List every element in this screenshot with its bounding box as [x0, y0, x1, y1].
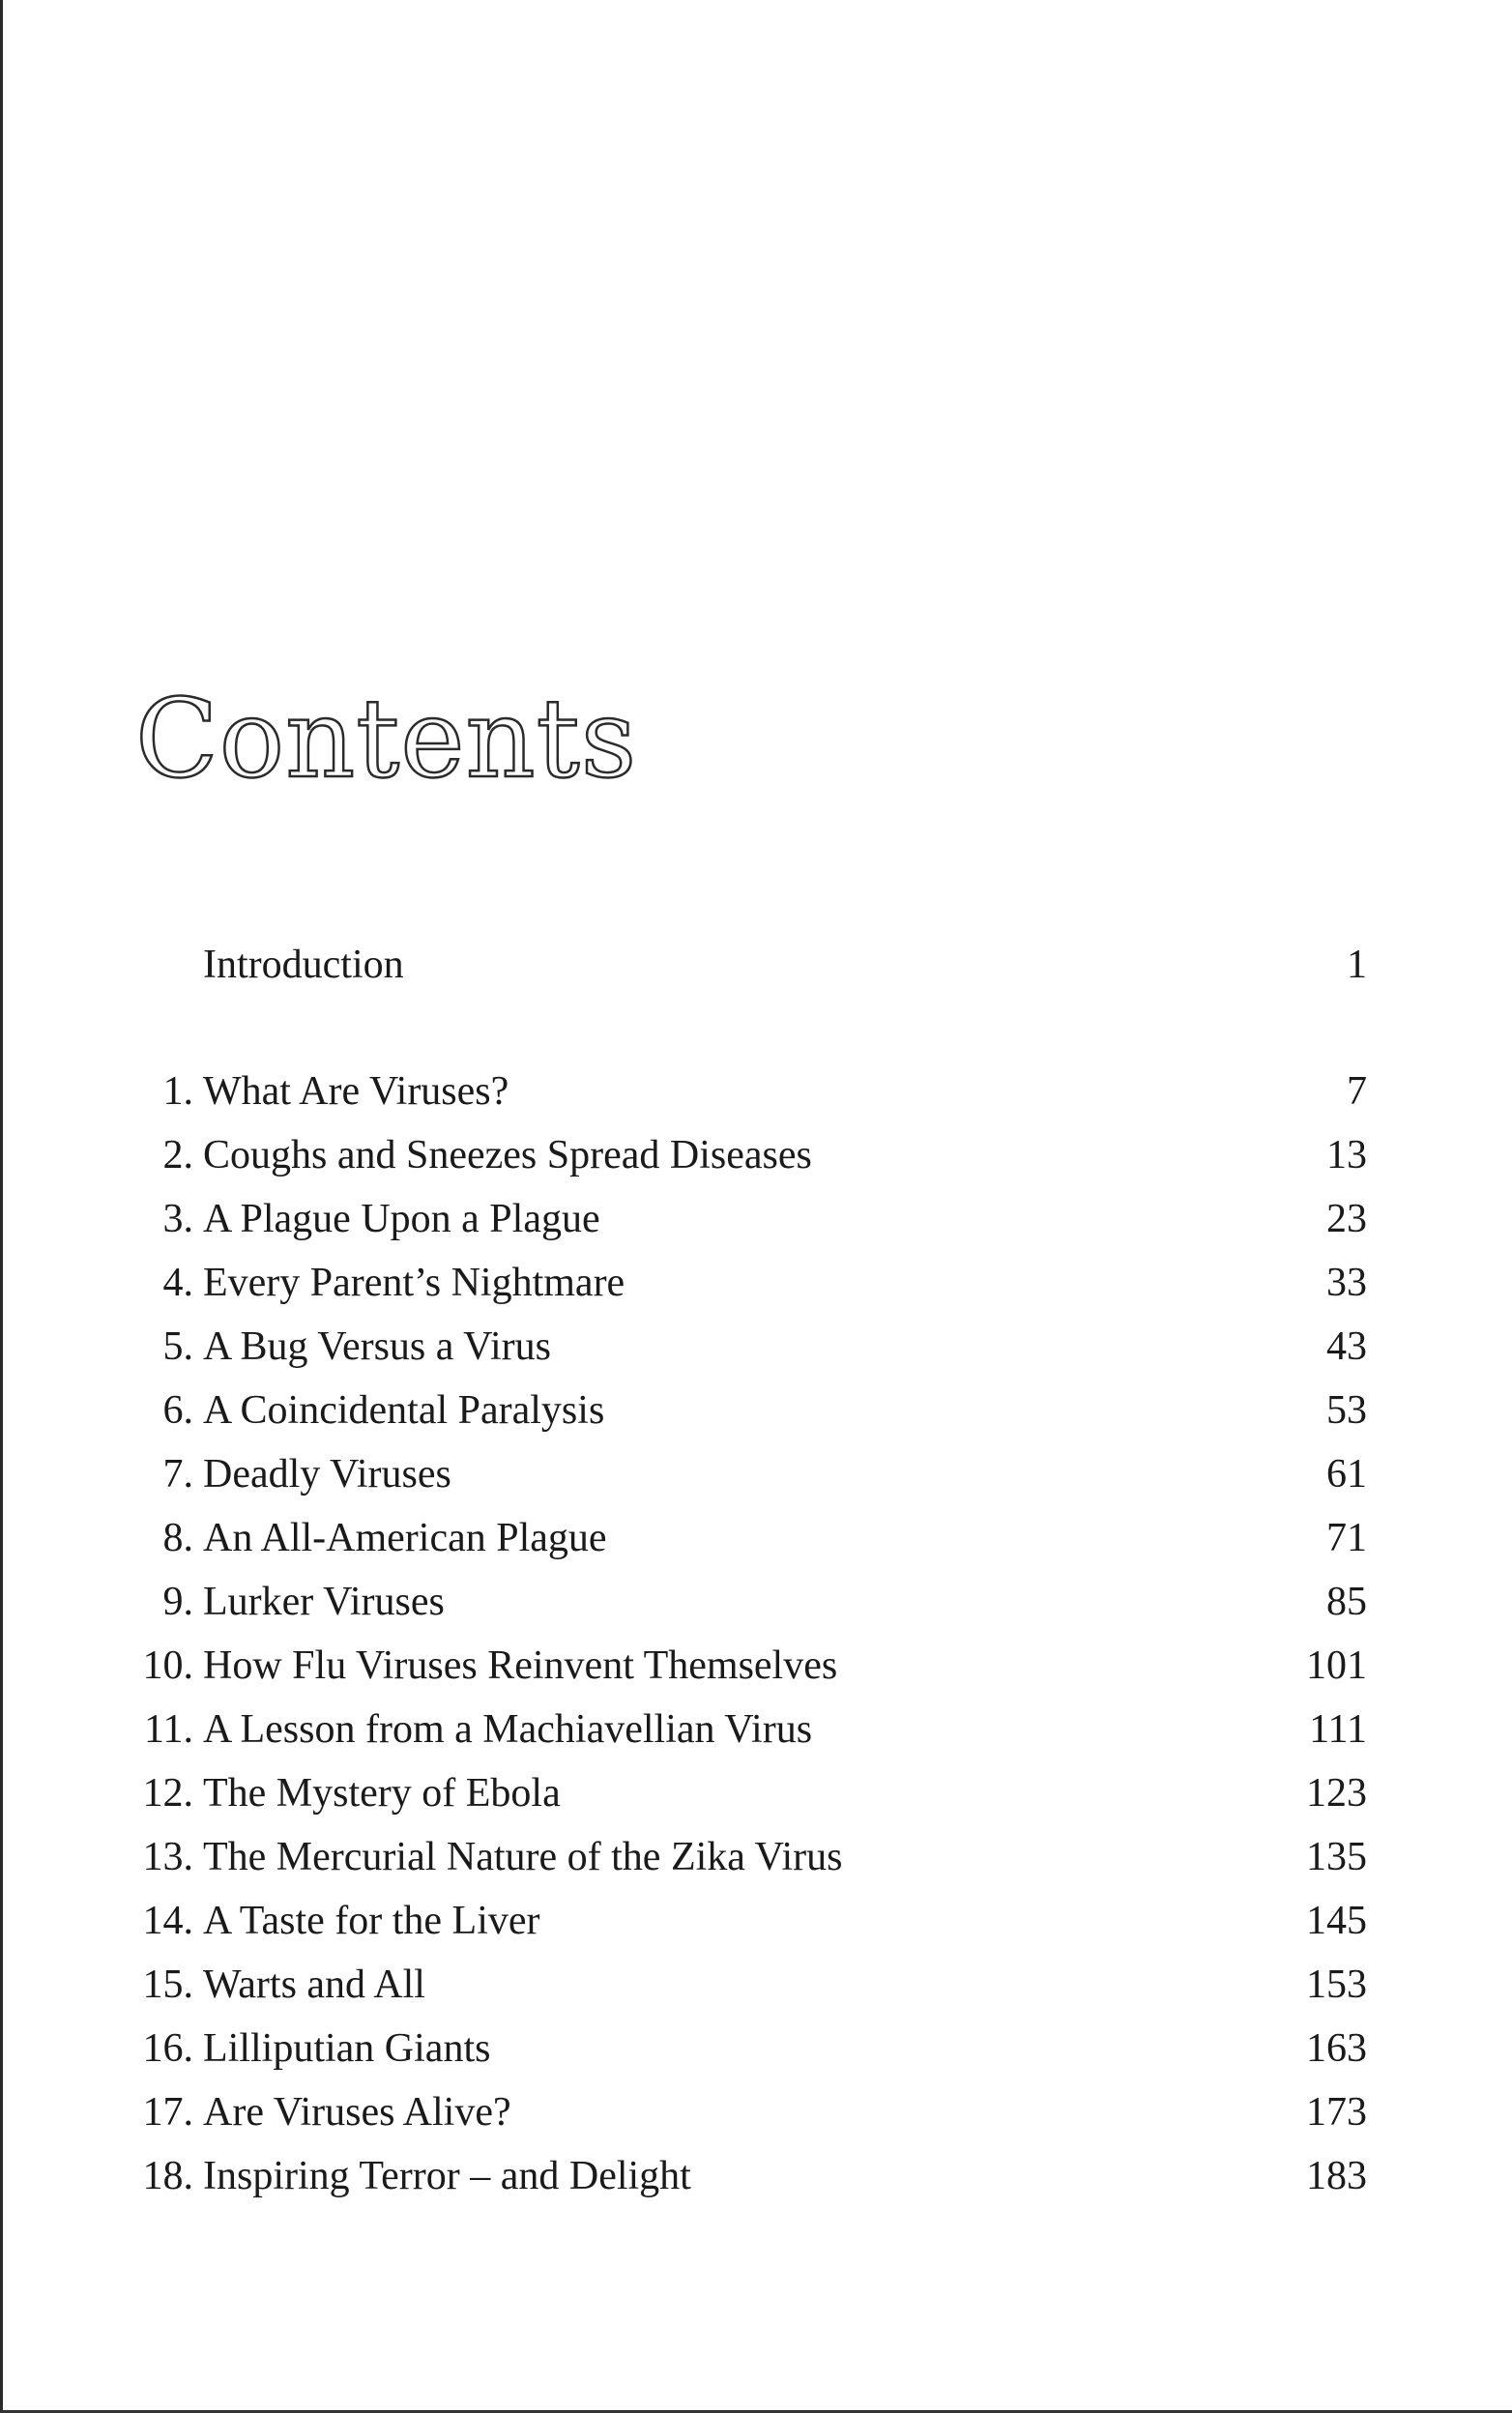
entry-number: 17.: [142, 2090, 193, 2135]
toc-entry: [0, 1318, 1512, 1376]
entry-number: 14.: [142, 1899, 193, 1943]
entry-number: 6.: [162, 1388, 193, 1433]
page-title: Contents: [135, 677, 638, 802]
entry-page-number: 33: [1326, 1261, 1367, 1305]
entry-number: 10.: [142, 1643, 193, 1688]
entry-number: 9.: [162, 1580, 193, 1624]
entry-page-number: 145: [1306, 1899, 1367, 1943]
entry-title: A Taste for the Liver: [203, 1899, 540, 1943]
entry-title: Lurker Viruses: [203, 1580, 445, 1624]
entry-title: Every Parent’s Nightmare: [203, 1261, 625, 1305]
toc-entry: [0, 1254, 1512, 1312]
toc-entry: [0, 1573, 1512, 1631]
toc-entry: [0, 1190, 1512, 1248]
entry-title: A Coincidental Paralysis: [203, 1388, 605, 1433]
entry-number: 2.: [162, 1133, 193, 1177]
entry-title: A Lesson from a Machiavellian Virus: [203, 1707, 813, 1752]
toc-entry: [0, 1062, 1512, 1120]
entry-title: An All-American Plague: [203, 1516, 607, 1560]
entry-page-number: 123: [1306, 1771, 1367, 1816]
toc-entry: [0, 2020, 1512, 2078]
entry-page-number: 71: [1326, 1516, 1367, 1560]
entry-page-number: 111: [1309, 1707, 1367, 1752]
entry-title: The Mercurial Nature of the Zika Virus: [203, 1835, 843, 1879]
entry-page-number: 7: [1347, 1069, 1367, 1114]
entry-page-number: 13: [1326, 1133, 1367, 1177]
entry-page-number: 23: [1326, 1197, 1367, 1241]
entry-page-number: 1: [1347, 943, 1367, 987]
toc-entry: [0, 1892, 1512, 1950]
entry-number: 5.: [162, 1324, 193, 1369]
toc-entry: [0, 1764, 1512, 1822]
entry-title: Inspiring Terror – and Delight: [203, 2154, 691, 2198]
entry-page-number: 61: [1326, 1452, 1367, 1497]
entry-title: Lilliputian Giants: [203, 2026, 491, 2071]
entry-page-number: 53: [1326, 1388, 1367, 1433]
entry-page-number: 101: [1306, 1643, 1367, 1688]
entry-number: 7.: [162, 1452, 193, 1497]
entry-number: 18.: [142, 2154, 193, 2198]
toc-entry-introduction: [0, 936, 1512, 994]
toc-entry: [0, 1445, 1512, 1503]
entry-number: 15.: [142, 1962, 193, 2007]
toc-entry: [0, 1956, 1512, 2014]
toc-entry: [0, 1637, 1512, 1695]
entry-title: Introduction: [203, 943, 404, 987]
entry-number: 11.: [144, 1707, 193, 1752]
entry-number: 4.: [162, 1261, 193, 1305]
entry-page-number: 163: [1306, 2026, 1367, 2071]
entry-title: A Bug Versus a Virus: [203, 1324, 551, 1369]
toc-entry: [0, 1126, 1512, 1184]
toc-entry: [0, 1701, 1512, 1759]
toc-entry: [0, 1828, 1512, 1886]
entry-page-number: 135: [1306, 1835, 1367, 1879]
entry-number: 3.: [162, 1197, 193, 1241]
entry-page-number: 153: [1306, 1962, 1367, 2007]
entry-title: Are Viruses Alive?: [203, 2090, 511, 2135]
entry-page-number: 43: [1326, 1324, 1367, 1369]
entry-page-number: 183: [1306, 2154, 1367, 2198]
entry-number: 13.: [142, 1835, 193, 1879]
entry-page-number: 85: [1326, 1580, 1367, 1624]
toc-entry: [0, 2147, 1512, 2205]
entry-page-number: 173: [1306, 2090, 1367, 2135]
entry-number: 8.: [162, 1516, 193, 1560]
entry-title: Coughs and Sneezes Spread Diseases: [203, 1133, 812, 1177]
entry-title: The Mystery of Ebola: [203, 1771, 561, 1816]
toc-entry: [0, 1509, 1512, 1567]
entry-number: 12.: [142, 1771, 193, 1816]
entry-title: Deadly Viruses: [203, 1452, 451, 1497]
toc-entry: [0, 1381, 1512, 1439]
entry-number: 1.: [162, 1069, 193, 1114]
entry-title: How Flu Viruses Reinvent Themselves: [203, 1643, 838, 1688]
entry-number: 16.: [142, 2026, 193, 2071]
toc-entry: [0, 2083, 1512, 2141]
entry-title: What Are Viruses?: [203, 1069, 509, 1114]
entry-title: Warts and All: [203, 1962, 425, 2007]
entry-title: A Plague Upon a Plague: [203, 1197, 600, 1241]
